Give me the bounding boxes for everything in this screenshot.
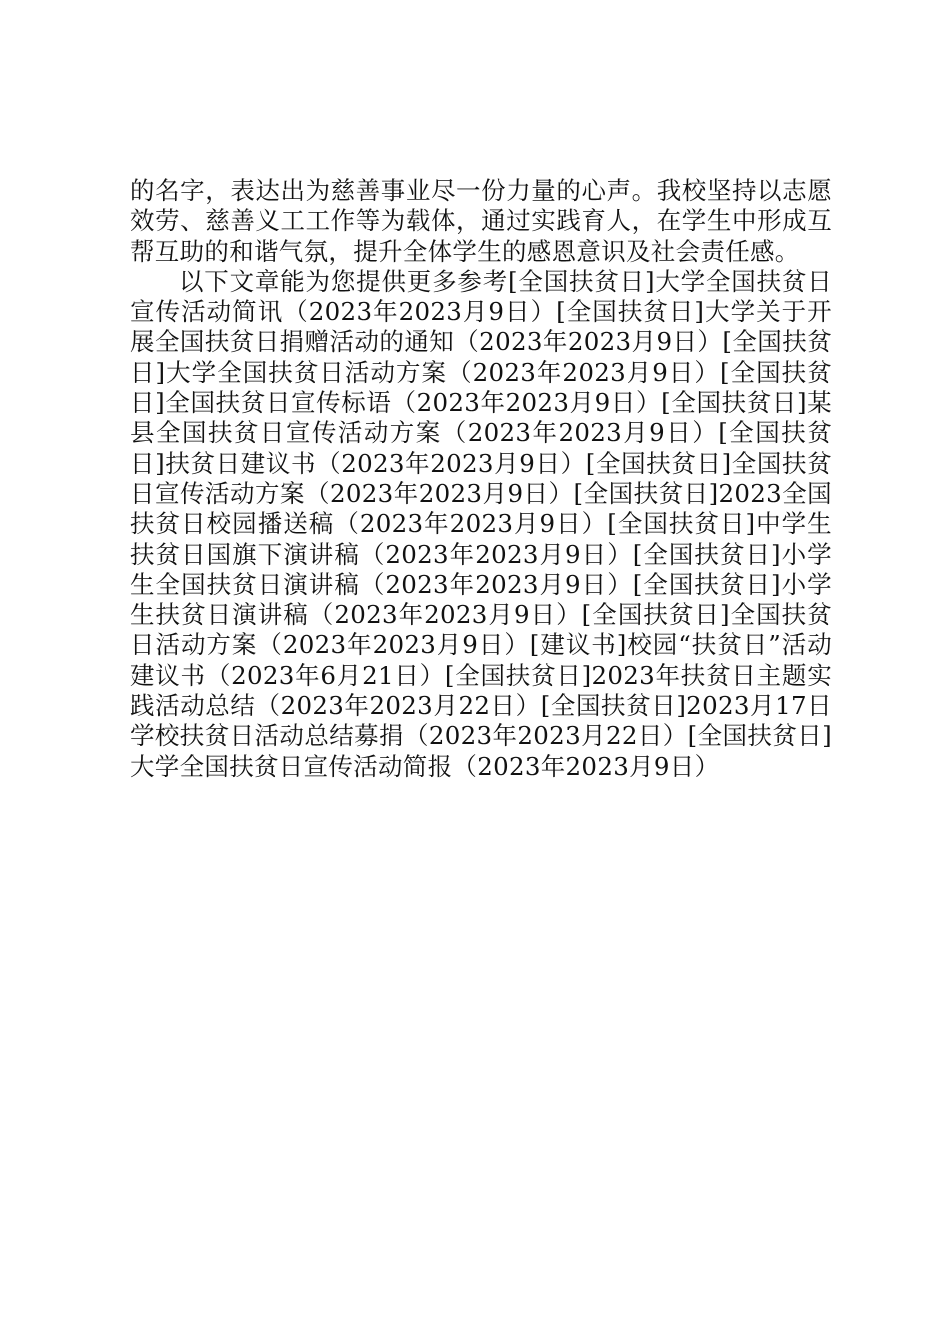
paragraph-related-articles: 以下文章能为您提供更多参考[全国扶贫日]大学全国扶贫日宣传活动简讯（2023年2023月9日）[全国扶贫日]大学关于开展全国扶贫日捐赠活动的通知（2023年2023月9日）[全国扶贫日]大学全国扶贫日活动方案（2023年2023月9日）[全国扶贫日]全国扶贫日宣传标语（2023年2023月9日）[全国扶贫日]某县全国扶贫日宣传活动方案（2023年2023月9日）[全国扶贫日]扶贫日建议书（2023年2023月9日）[全国扶贫日]全国扶贫日宣传活动方案（2023年2023月9日）[全国扶贫日]2023全国扶贫日校园播送稿（2023年2023月9日）[全国扶贫日]中学生扶贫日国旗下演讲稿（2023年2023月9日）[全国扶贫日]小学生全国扶贫日演讲稿（2023年2023月9日）[全国扶贫日]小学生扶贫日演讲稿（2023年2023月9日）[全国扶贫日]全国扶贫日活动方案（2023年2023月9日）[建议书]校园“扶贫日”活动建议书（2023年6月21日）[全国扶贫日]2023年扶贫日主题实践活动总结（2023年2023月22日）[全国扶贫日]2023月17日学校扶贫日活动总结募捐（2023年2023月22日）[全国扶贫日]大学全国扶贫日宣传活动简报（2023年2023月9日） [130,266,832,781]
document-body [130,176,832,782]
paragraph-continuation: 的名字，表达出为慈善事业尽一份力量的心声。我校坚持以志愿效劳、慈善义工工作等为载体，通过实践育人，在学生中形成互帮互助的和谐气氛，提升全体学生的感恩意识及社会责任感。 [130,176,832,266]
